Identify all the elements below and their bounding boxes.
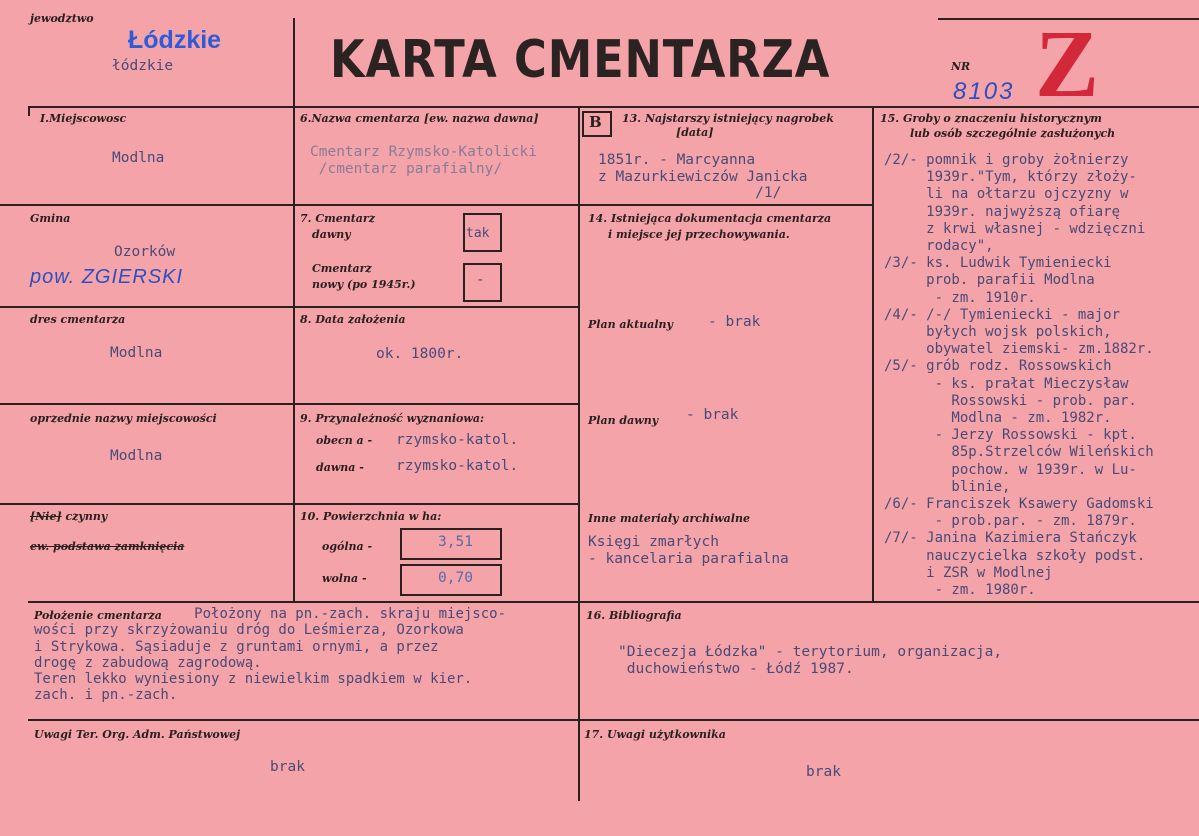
f15-label-2: lub osób szczególnie zasłużonych (910, 127, 1116, 140)
f7-cmentarz-label: Cmentarz (312, 262, 372, 275)
divider (28, 106, 30, 116)
f15-label: 15. Groby o znaczeniu historycznym (880, 112, 1102, 125)
wojewodztwo-label: jewodztwo (30, 12, 94, 25)
divider (578, 106, 580, 801)
poprzednie-value: Modlna (110, 448, 163, 464)
f9-dawna-label: dawna - (316, 461, 364, 474)
f9-dawna-value: rzymsko-katol. (396, 458, 519, 474)
gmina-value: Ozorków (114, 244, 176, 260)
f8-value: ok. 1800r. (376, 346, 464, 362)
divider (28, 106, 1199, 108)
b-box-letter: B (589, 113, 602, 131)
adres-value: Modlna (110, 345, 163, 361)
f14-label-2: i miejsce jej przechowywania. (608, 228, 790, 241)
f17-value: brak (806, 764, 841, 780)
f10-label: 10. Powierzchnia w ha: (300, 510, 442, 523)
f17-label: 17. Uwagi użytkownika (584, 728, 726, 741)
uwagi-label: Uwagi Ter. Org. Adm. Państwowej (34, 728, 241, 741)
plan-dawny-label: Plan dawny (588, 414, 659, 427)
polozenie-value (34, 606, 506, 704)
polozenie-text: Położony na pn.-zach. skraju miejsco- wości przy skrzyżowaniu dróg do Leśmierza, Ozorkowa i Strykowa. Sąsiaduje z gruntami ornymi, a przez drogę z zabudową zagrodową. Teren lekko wyniesiony z niewielkim spadkiem w kier. zach. i pn.-zach. (34, 606, 507, 704)
divider (0, 204, 872, 206)
f16-value: "Diecezja Łódzka" - terytorium, organizacja, duchowieństwo - Łódź 1987. (618, 644, 1003, 677)
f9-label: 9. Przynależność wyznaniowa: (300, 412, 485, 425)
f10-ogolna-value: 3,51 (438, 534, 473, 550)
divider (0, 306, 578, 308)
inne-materialy-value: Księgi zmarłych - kancelaria parafialna (588, 534, 789, 567)
z-category-mark: Z (1035, 10, 1100, 117)
f6-value: Cmentarz Rzymsko-Katolicki /cmentarz parafialny/ (310, 144, 537, 177)
f10-ogolna-label: ogólna - (322, 540, 373, 553)
f7-dawny-value: tak (466, 226, 490, 241)
f13-value: 1851r. - Marcyanna z Mazurkiewiczów Janicka /1/ (598, 152, 808, 201)
f13-label-date: [data] (676, 126, 714, 139)
page-title: KARTA CMENTARZA (330, 30, 831, 90)
polozenie-label: Położenie cmentarza (34, 609, 162, 622)
plan-aktualny-value: - brak (708, 314, 761, 330)
plan-dawny-value: - brak (686, 407, 739, 423)
powiat-handwritten: pow. ZGIERSKI (30, 266, 184, 288)
f16-label: 16. Bibliografia (586, 609, 682, 622)
f9-obecna-label: obecn a - (316, 434, 373, 447)
f8-label: 8. Data założenia (300, 313, 406, 326)
divider (0, 503, 578, 505)
f7-label: 7. Cmentarz (300, 212, 375, 225)
divider (28, 719, 1199, 721)
divider (0, 403, 578, 405)
f7-dawny-label: dawny (312, 228, 351, 241)
f7-nowy-label: nowy (po 1945r.) (312, 278, 416, 291)
czynny-struck: [Nie] (30, 510, 62, 523)
adres-label: dres cmentarza (30, 313, 126, 326)
zamkniecie-label: ew. podstawa zamknięcia (30, 540, 185, 553)
wojewodztwo-stamp: Łódzkie (128, 26, 222, 54)
f7-nowy-value: - (476, 272, 485, 288)
f1-value: Modlna (112, 150, 165, 166)
poprzednie-label: oprzednie nazwy miejscowości (30, 412, 217, 425)
nr-label: NR (951, 60, 971, 73)
divider (28, 601, 1199, 603)
f1-label: I.Miejscowosc (40, 112, 127, 125)
f13-label: 13. Najstarszy istniejący nagrobek (622, 112, 834, 125)
nr-handwritten: 8103 (953, 78, 1015, 105)
wojewodztwo-typed: łódzkie (112, 58, 174, 74)
f6-label: 6.Nazwa cmentarza [ew. nazwa dawna] (300, 112, 539, 125)
f15-value: /2/- pomnik i groby żołnierzy 1939r."Tym, którzy złoży- li na ołtarzu ojczyzny w 1939r. najwyższą ofiarę z krwi własnej - wdzięczni rodacy", /3/- ks. Ludwik Tymieniecki prob. parafii Modlna - zm. 1910r. /4/- /-/ Tymieniecki - major byłych wojsk polskich, obywatel ziemski- zm.1882r. /5/- grób rodz. Rossowskich - ks. prałat Mieczysław Rossowski - prob. par. Modlna - zm. 1982r. - Jerzy Rossowski - kpt. 85p.Strzelców Wileńskich pochow. w 1939r. w Lu- blinie, /6/- Franciszek Ksawery Gadomski - prob.par. - zm. 1879r. /7/- Janina Kazimiera Stańczyk nauczycielka szkoły podst. i ZSR w Modlnej - zm. 1980r. (884, 152, 1154, 599)
uwagi-value: brak (270, 759, 305, 775)
f10-wolna-label: wolna - (322, 572, 367, 585)
czynny-label (30, 510, 107, 523)
gmina-label: Gmina (30, 212, 71, 225)
plan-aktualny-label: Plan aktualny (588, 318, 673, 331)
inne-materialy-label: Inne materiały archiwalne (588, 512, 750, 525)
divider (872, 106, 874, 602)
f9-obecna-value: rzymsko-katol. (396, 432, 519, 448)
f14-label: 14. Istniejąca dokumentacja cmentarza (588, 212, 832, 225)
czynny-text: czynny (61, 510, 108, 523)
f10-wolna-value: 0,70 (438, 570, 473, 586)
